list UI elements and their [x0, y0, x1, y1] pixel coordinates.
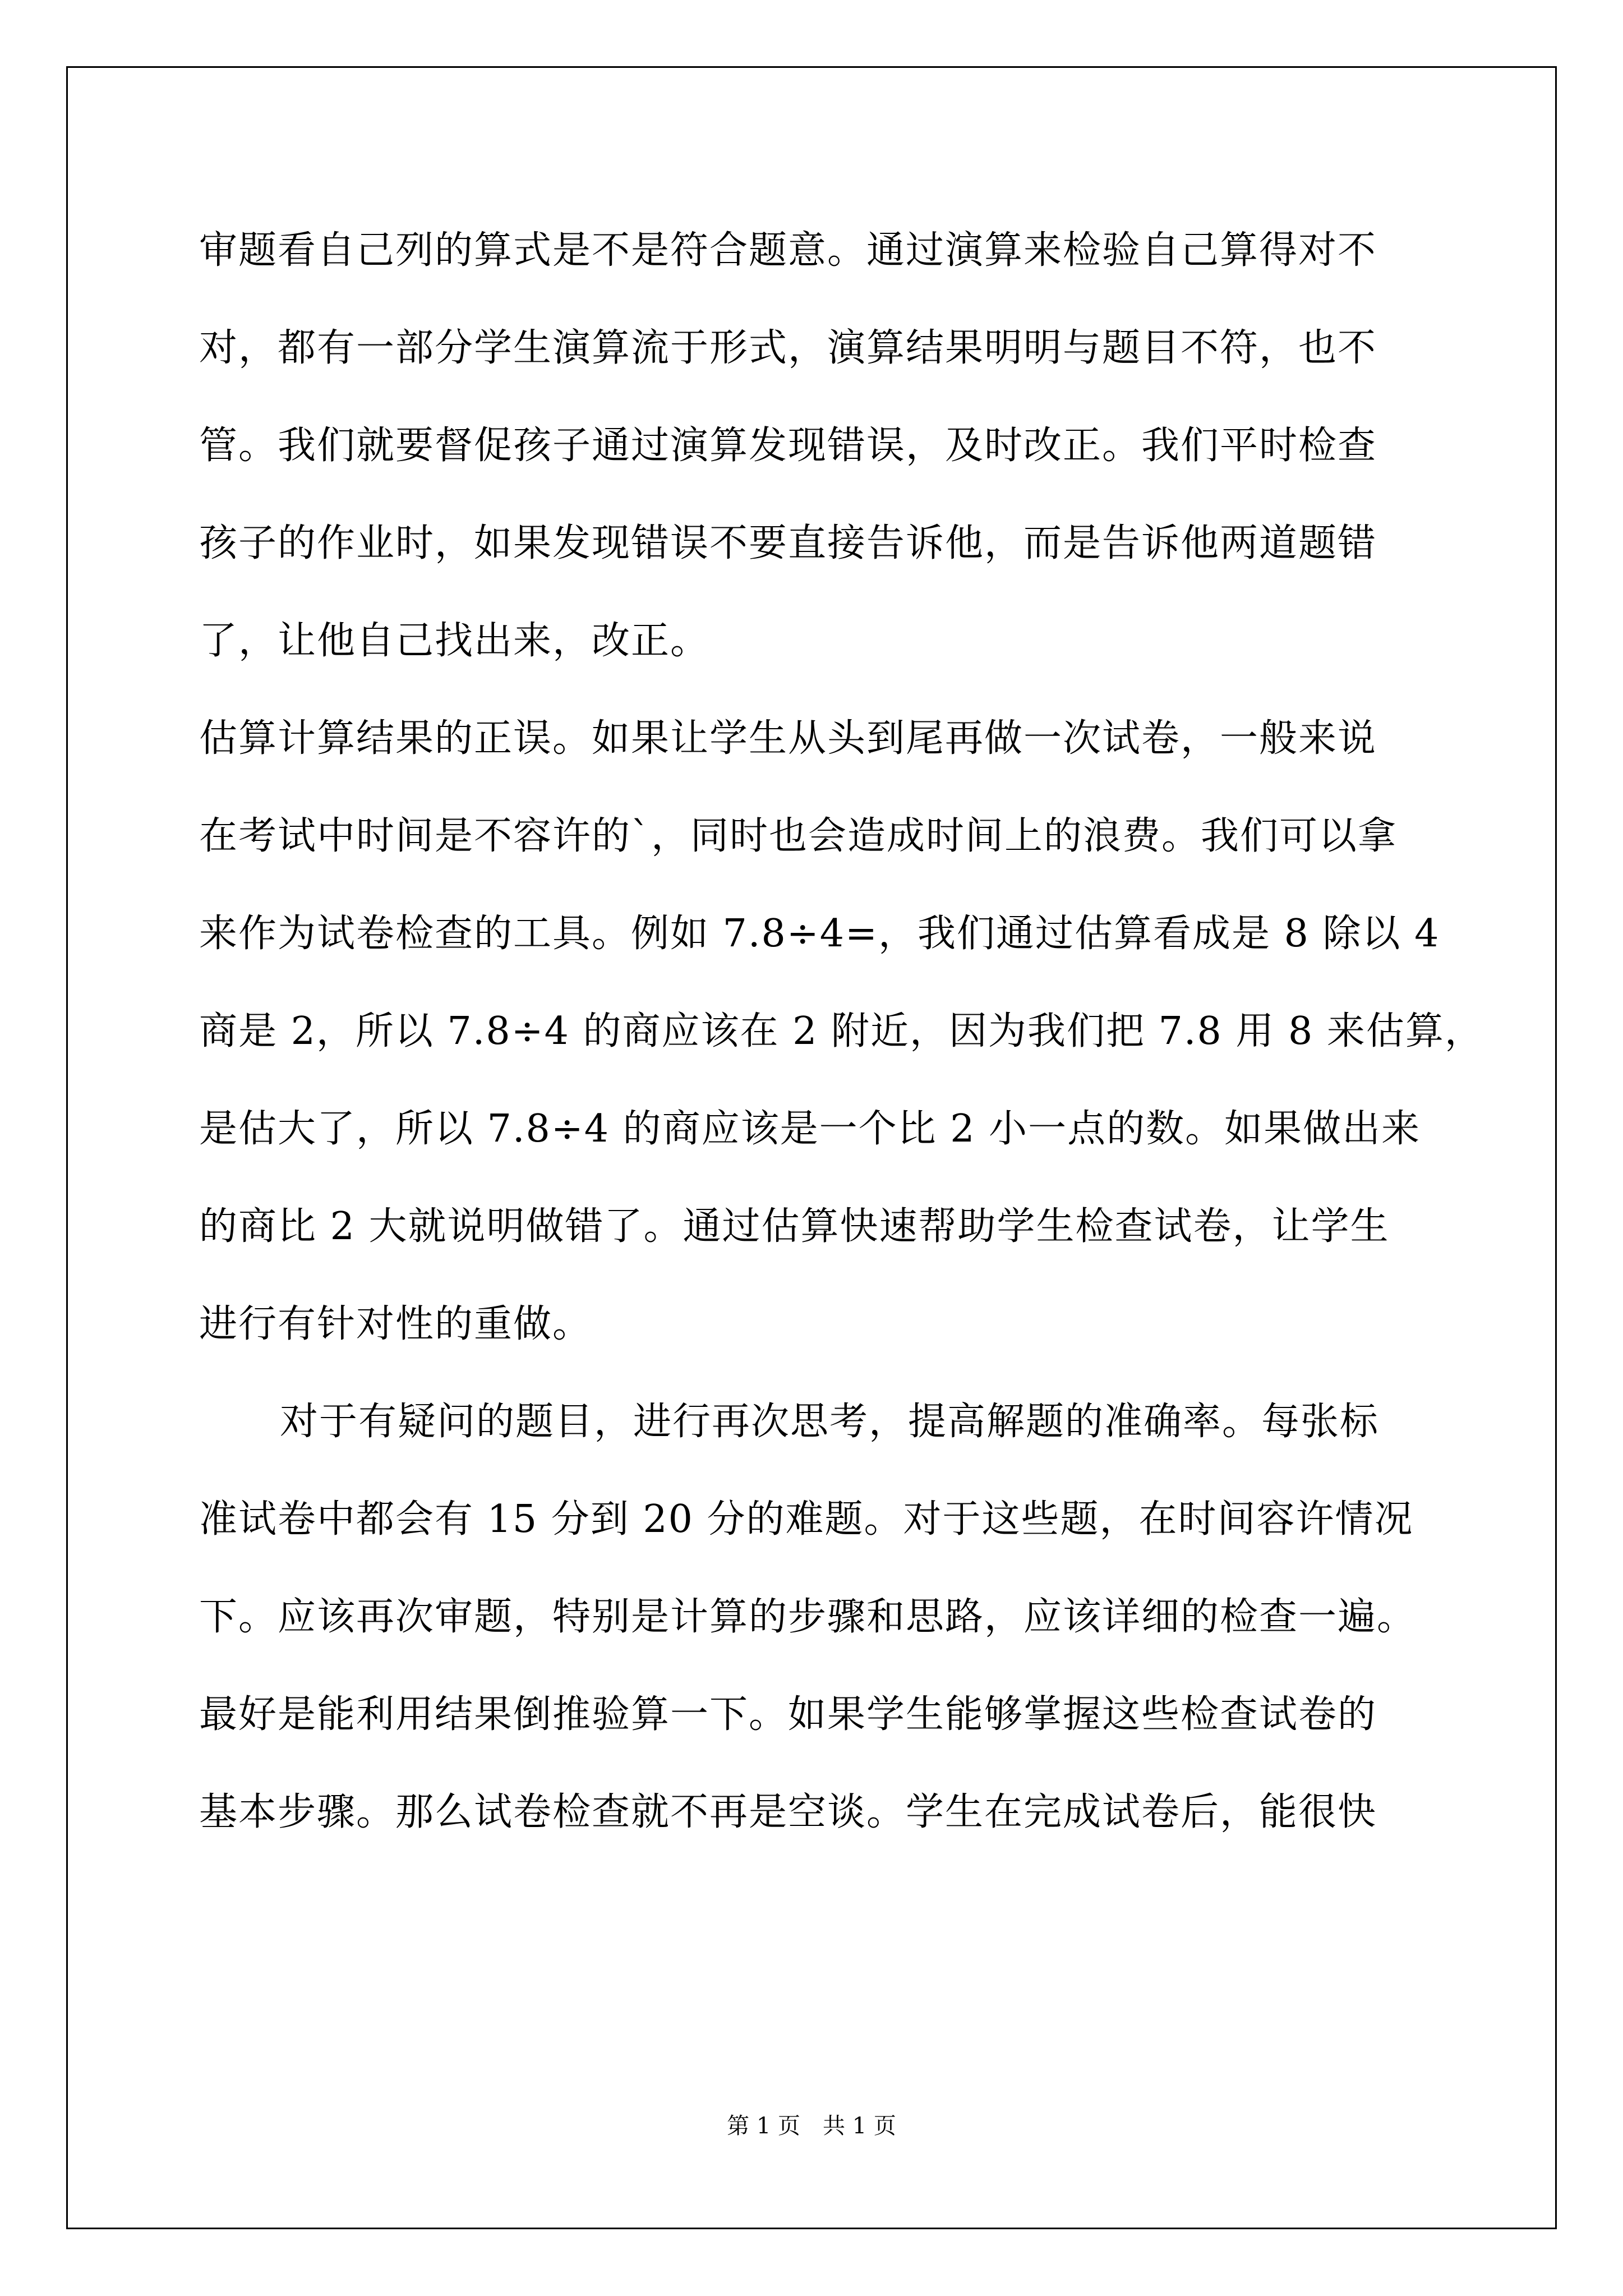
text-line: 对，都有一部分学生演算流于形式，演算结果明明与题目不符，也不	[199, 326, 1377, 370]
text-line: 估算计算结果的正误。如果让学生从头到尾再做一次试卷，一般来说	[199, 716, 1377, 761]
text-line: 最好是能利用结果倒推验算一下。如果学生能够掌握这些检查试卷的	[199, 1692, 1377, 1737]
text-line: 管。我们就要督促孩子通过演算发现错误，及时改正。我们平时检查	[199, 424, 1377, 468]
text-line: 商是 2，所以 7.8÷4 的商应该在 2 附近，因为我们把 7.8 用 8 来估算，	[199, 1009, 1484, 1053]
text-line: 下。应该再次审题，特别是计算的步骤和思路，应该详细的检查一遍。	[199, 1595, 1417, 1639]
text-line: 了，让他自己找出来，改正。	[199, 619, 710, 663]
document-body	[199, 202, 1484, 1861]
text-line: 的商比 2 大就说明做错了。通过估算快速帮助学生检查试卷，让学生	[199, 1204, 1390, 1249]
text-line: 准试卷中都会有 15 分到 20 分的难题。对于这些题，在时间容许情况	[199, 1497, 1414, 1542]
page-footer: 第 1 页 共 1 页	[727, 2113, 896, 2139]
text-line: 对于有疑问的题目，进行再次思考，提高解题的准确率。每张标	[280, 1400, 1380, 1444]
text-line: 在考试中时间是不容许的`，同时也会造成时间上的浪费。我们可以拿	[199, 814, 1398, 858]
text-line: 基本步骤。那么试卷检查就不再是空谈。学生在完成试卷后，能很快	[199, 1790, 1377, 1834]
text-line: 审题看自己列的算式是不是符合题意。通过演算来检验自己算得对不	[199, 228, 1377, 273]
text-line: 孩子的作业时，如果发现错误不要直接告诉他，而是告诉他两道题错	[199, 521, 1377, 565]
text-line: 是估大了，所以 7.8÷4 的商应该是一个比 2 小一点的数。如果做出来	[199, 1107, 1421, 1151]
text-line: 进行有针对性的重做。	[199, 1302, 592, 1346]
text-line: 来作为试卷检查的工具。例如 7.8÷4=，我们通过估算看成是 8 除以 4	[199, 912, 1440, 956]
